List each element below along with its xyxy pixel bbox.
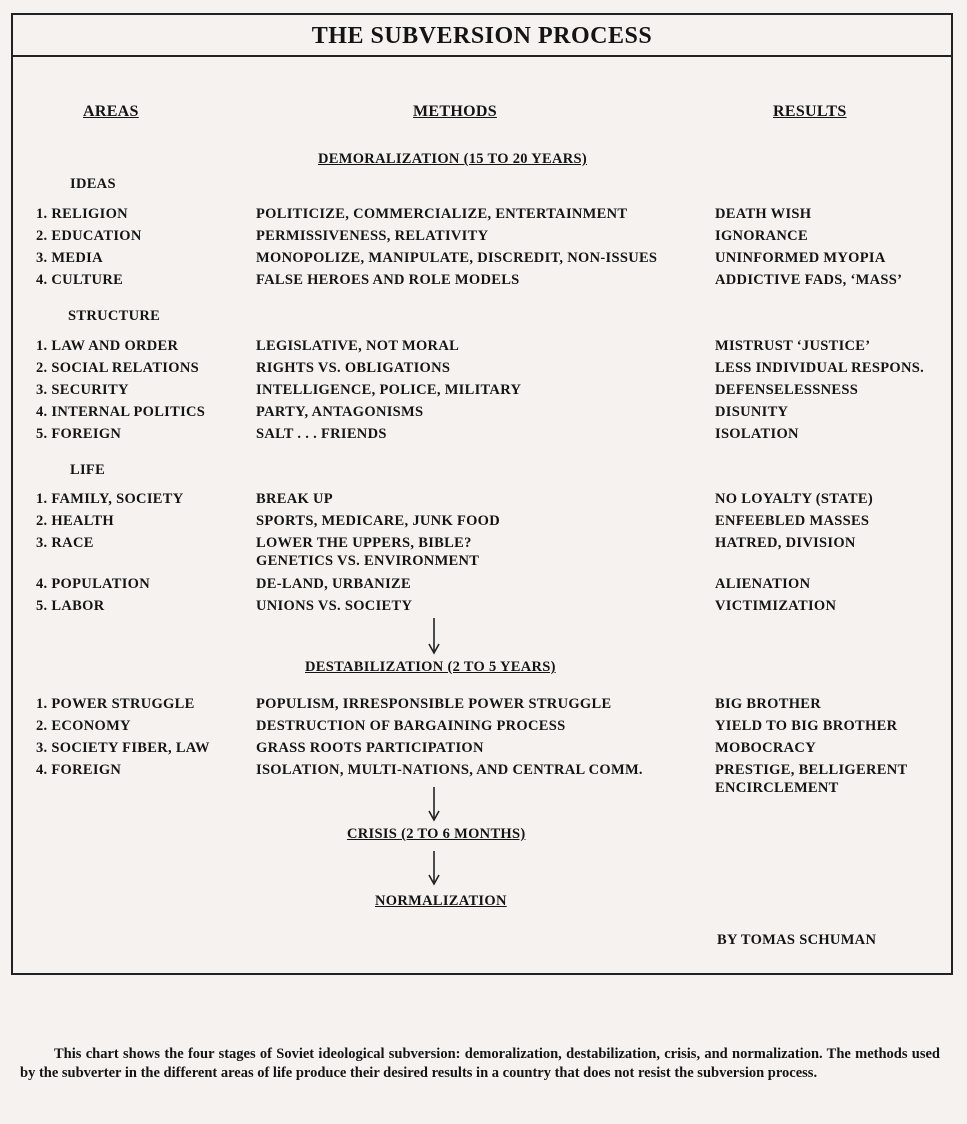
area-label: 2. HEALTH [36, 513, 114, 529]
result-label: DEFENSELESSNESS [715, 382, 859, 398]
method-label: FALSE HEROES AND ROLE MODELS [256, 272, 520, 288]
area-label: 3. RACE [36, 535, 94, 551]
stage-normalization: NORMALIZATION [375, 893, 507, 909]
method-label: LOWER THE UPPERS, BIBLE? [256, 535, 472, 551]
method-label: INTELLIGENCE, POLICE, MILITARY [256, 382, 522, 398]
area-label: 4. FOREIGN [36, 762, 122, 778]
method-label-continued: GENETICS VS. ENVIRONMENT [256, 553, 480, 569]
result-label: YIELD TO BIG BROTHER [715, 718, 898, 734]
area-label: 5. FOREIGN [36, 426, 122, 442]
method-label: PARTY, ANTAGONISMS [256, 404, 424, 420]
area-label: 4. POPULATION [36, 576, 150, 592]
method-label: UNIONS VS. SOCIETY [256, 598, 413, 614]
result-label: PRESTIGE, BELLIGERENT [715, 762, 908, 778]
group-life: LIFE [70, 462, 106, 478]
area-label: 3. SOCIETY FIBER, LAW [36, 740, 210, 756]
method-label: RIGHTS VS. OBLIGATIONS [256, 360, 451, 376]
result-label: UNINFORMED MYOPIA [715, 250, 886, 266]
header-methods: METHODS [413, 103, 497, 120]
method-label: SALT . . . FRIENDS [256, 426, 387, 442]
result-label: MOBOCRACY [715, 740, 816, 756]
method-label: GRASS ROOTS PARTICIPATION [256, 740, 484, 756]
result-label: ALIENATION [715, 576, 811, 592]
area-label: 2. ECONOMY [36, 718, 131, 734]
area-label: 3. SECURITY [36, 382, 129, 398]
area-label: 2. SOCIAL RELATIONS [36, 360, 199, 376]
header-areas: AREAS [83, 103, 139, 120]
result-label: HATRED, DIVISION [715, 535, 856, 551]
group-ideas: IDEAS [70, 176, 116, 192]
result-label: ISOLATION [715, 426, 799, 442]
stage-demoralization: DEMORALIZATION (15 TO 20 YEARS) [318, 151, 587, 167]
result-label: ENFEEBLED MASSES [715, 513, 870, 529]
result-label-continued: ENCIRCLEMENT [715, 780, 839, 796]
area-label: 3. MEDIA [36, 250, 103, 266]
down-arrow-icon [427, 787, 441, 823]
down-arrow-icon [427, 851, 441, 887]
result-label: BIG BROTHER [715, 696, 822, 712]
stage-destabilization: DESTABILIZATION (2 TO 5 YEARS) [305, 659, 556, 675]
result-label: DISUNITY [715, 404, 789, 420]
result-label: NO LOYALTY (STATE) [715, 491, 873, 507]
result-label: MISTRUST ‘JUSTICE’ [715, 338, 871, 354]
result-label: LESS INDIVIDUAL RESPONS. [715, 360, 925, 376]
caption: This chart shows the four stages of Soviet ideological subversion: demoralization, destabilization, crisis, and normalization. The methods used by the subverter in the different areas of life produce their desired results in a country that does not resist the subversion process. [20, 1046, 940, 1081]
area-label: 1. FAMILY, SOCIETY [36, 491, 184, 507]
method-label: POPULISM, IRRESPONSIBLE POWER STRUGGLE [256, 696, 612, 712]
byline: BY TOMAS SCHUMAN [717, 932, 877, 948]
result-label: ADDICTIVE FADS, ‘MASS’ [715, 272, 903, 288]
down-arrow-icon [427, 618, 441, 656]
result-label: VICTIMIZATION [715, 598, 837, 614]
method-label: POLITICIZE, COMMERCIALIZE, ENTERTAINMENT [256, 206, 628, 222]
page-title: THE SUBVERSION PROCESS [13, 15, 951, 57]
area-label: 4. CULTURE [36, 272, 124, 288]
area-label: 4. INTERNAL POLITICS [36, 404, 206, 420]
method-label: MONOPOLIZE, MANIPULATE, DISCREDIT, NON-ISSUES [256, 250, 658, 266]
stage-crisis: CRISIS (2 TO 6 MONTHS) [347, 826, 526, 842]
method-label: SPORTS, MEDICARE, JUNK FOOD [256, 513, 501, 529]
area-label: 1. LAW AND ORDER [36, 338, 179, 354]
area-label: 2. EDUCATION [36, 228, 142, 244]
method-label: BREAK UP [256, 491, 333, 507]
method-label: DESTRUCTION OF BARGAINING PROCESS [256, 718, 566, 734]
area-label: 1. POWER STRUGGLE [36, 696, 195, 712]
method-label: PERMISSIVENESS, RELATIVITY [256, 228, 489, 244]
result-label: IGNORANCE [715, 228, 808, 244]
header-results: RESULTS [773, 103, 847, 120]
method-label: DE-LAND, URBANIZE [256, 576, 411, 592]
area-label: 1. RELIGION [36, 206, 128, 222]
area-label: 5. LABOR [36, 598, 105, 614]
method-label: ISOLATION, MULTI-NATIONS, AND CENTRAL COMM. [256, 762, 643, 778]
group-structure: STRUCTURE [68, 308, 161, 324]
result-label: DEATH WISH [715, 206, 812, 222]
method-label: LEGISLATIVE, NOT MORAL [256, 338, 460, 354]
